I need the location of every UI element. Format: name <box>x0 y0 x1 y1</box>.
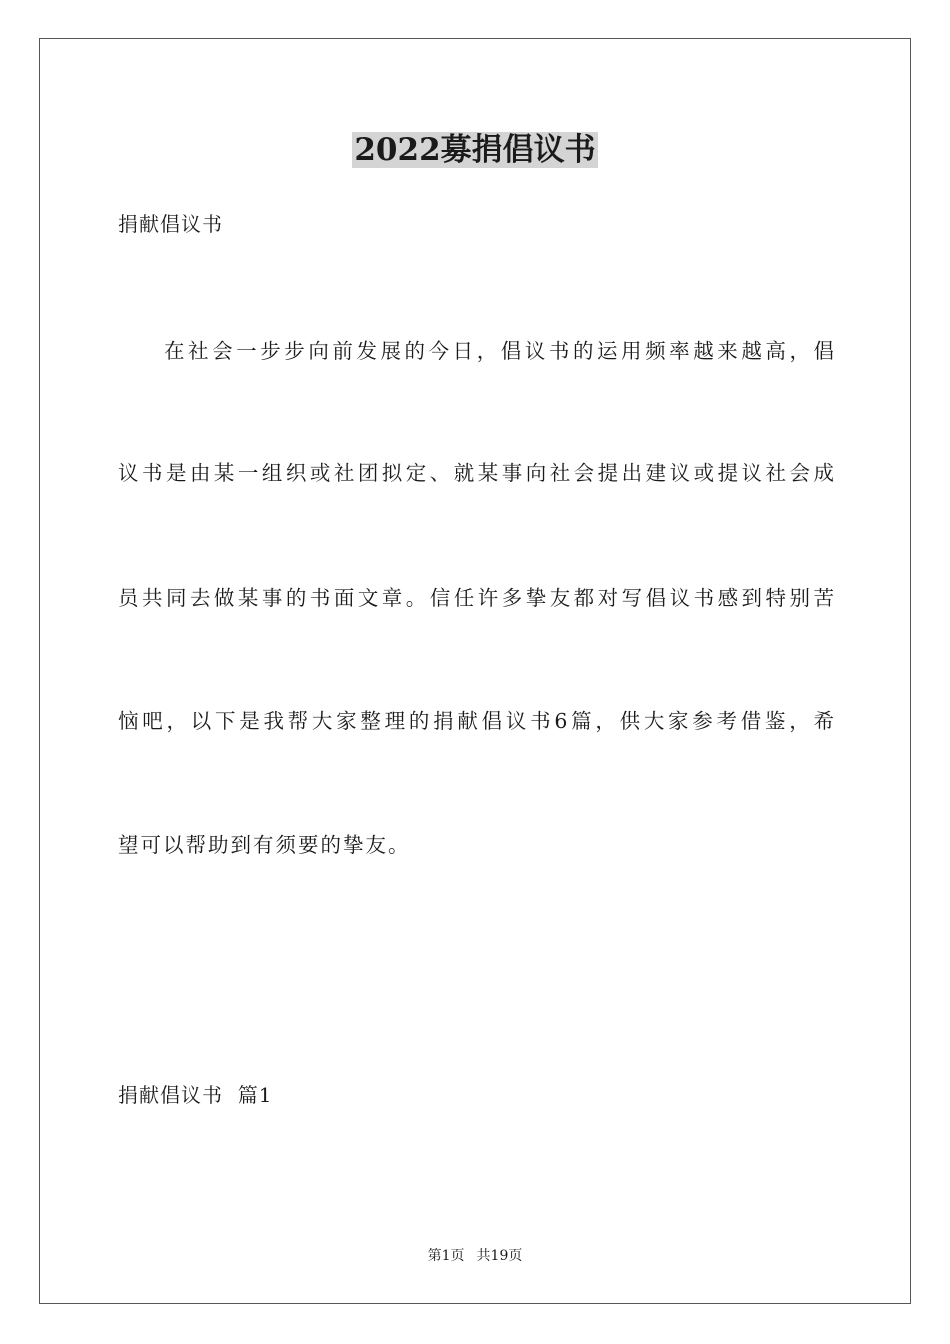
paragraph-line-4: 恼吧，以下是我帮大家整理的捐献倡议书6篇，供大家参考借鉴，希 <box>118 709 834 733</box>
paragraph-line-3: 员共同去做某事的书面文章。信任许多挚友都对写倡议书感到特别苦 <box>118 586 834 610</box>
document-subtitle: 捐献倡议书 <box>118 212 223 236</box>
page-total: 共19页 <box>476 1248 523 1264</box>
page-footer <box>0 1246 950 1266</box>
paragraph-line-5: 望可以帮助到有须要的挚友。 <box>118 833 411 857</box>
section-heading: 捐献倡议书 篇1 <box>118 1083 273 1107</box>
page-number: 第1页 <box>427 1248 465 1264</box>
paragraph-line-2: 议书是由某一组织或社团拟定、就某事向社会提出建议或提议社会成 <box>118 461 834 485</box>
paragraph-line-1: 在社会一步步向前发展的今日，倡议书的运用频率越来越高，倡 <box>164 339 834 363</box>
title-highlight: 2022募捐倡议书 <box>354 132 596 168</box>
document-title <box>0 128 950 172</box>
